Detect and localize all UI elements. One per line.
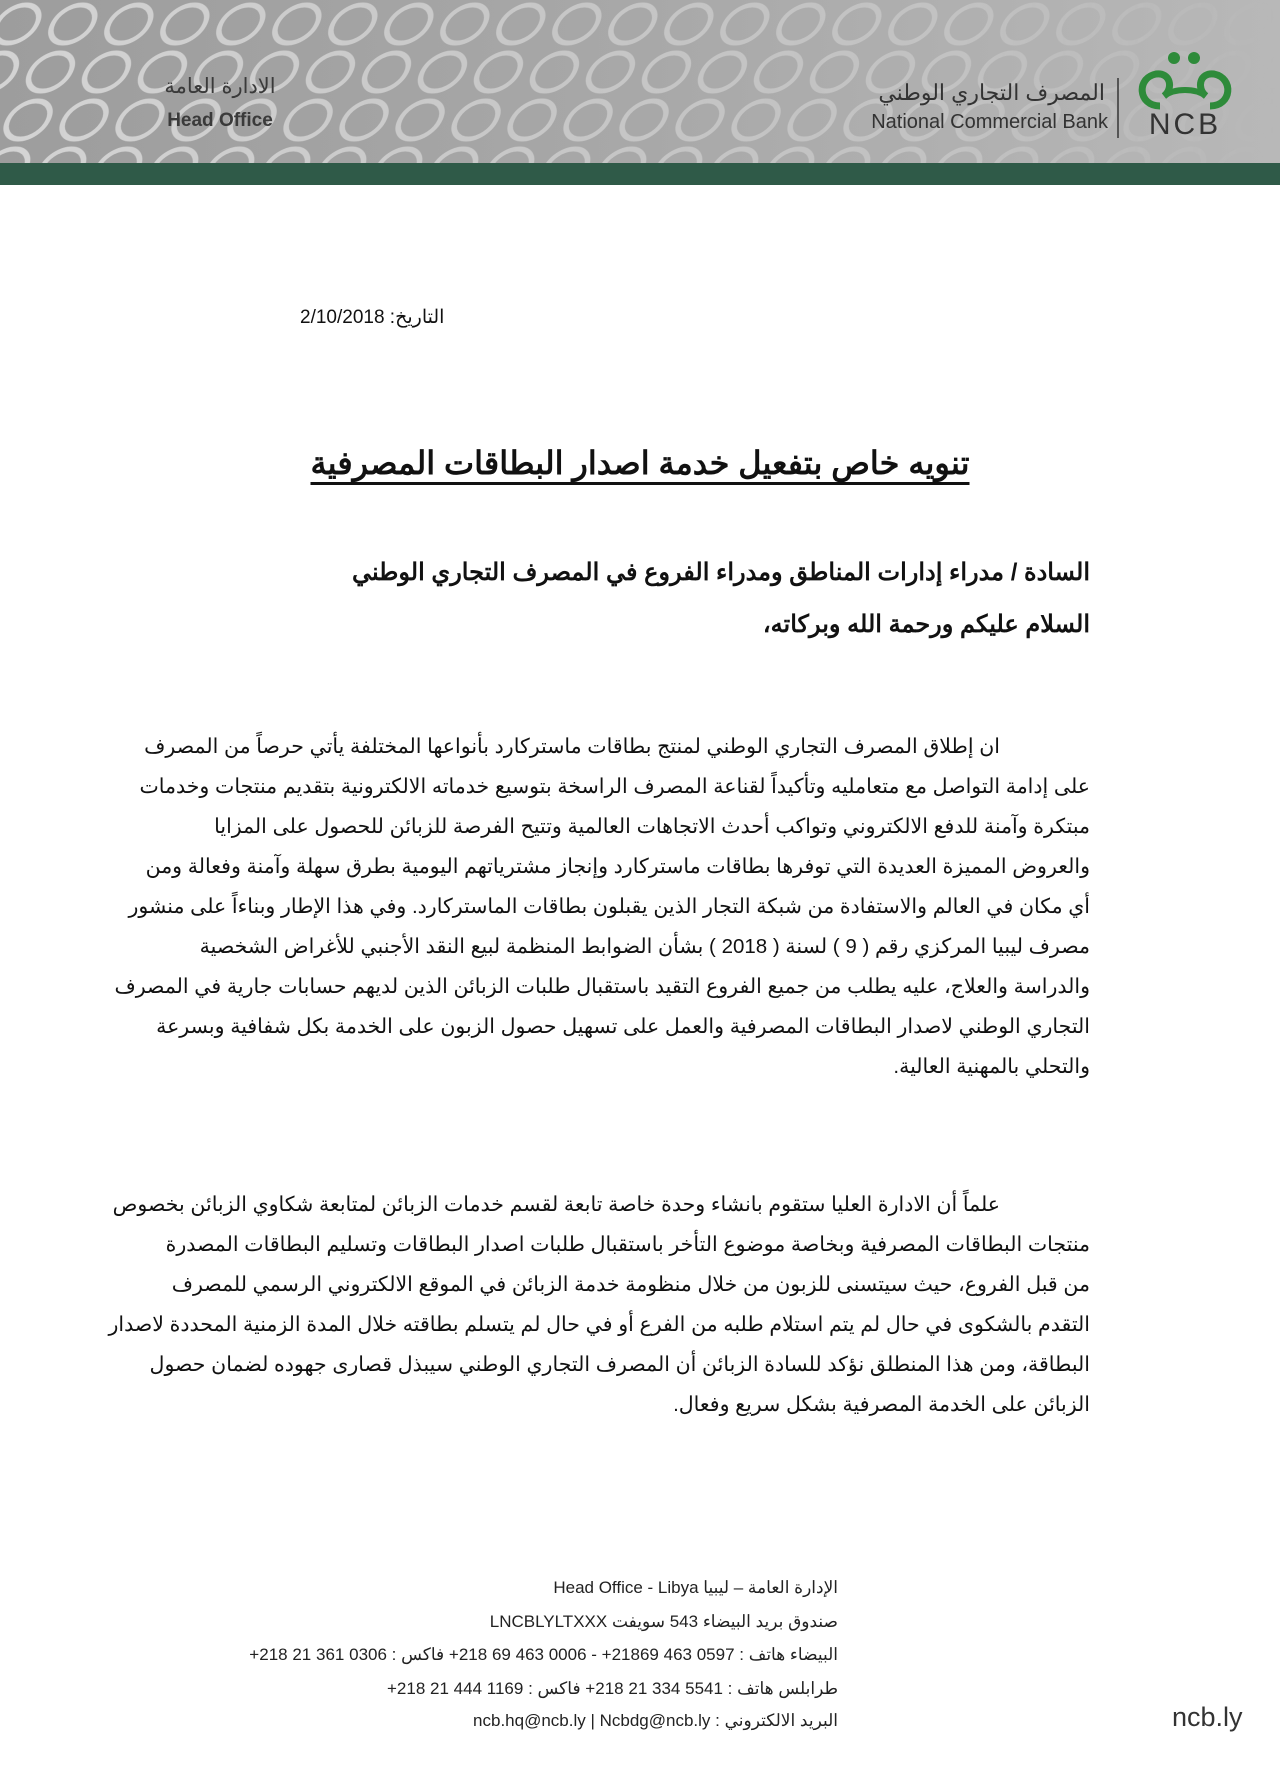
text-line: البطاقة، ومن هذا المنطلق نؤكد للسادة الزبائن أن المصرف التجاري الوطني سيبذل قصارى جهوده لضمان حصول	[149, 1353, 1090, 1376]
text-line: مبتكرة وآمنة للدفع الالكتروني وتواكب أحدث الاتجاهات العالمية وتتيح الفرصة للزبائن للحصول على المزايا	[214, 815, 1090, 838]
website-link[interactable]: ncb.ly	[1172, 1702, 1243, 1732]
text-line: مصرف ليبيا المركزي رقم ( 9 ) لسنة ( 2018 ) بشأن الضوابط المنظمة لبيع النقد الأجنبي للأغراض الشخصية	[199, 935, 1090, 958]
text-line: والتحلي بالمهنية العالية.	[893, 1055, 1090, 1078]
letterhead-band	[0, 163, 1280, 185]
text-line: على إدامة التواصل مع متعامليه وتأكيداً لقناعة المصرف الراسخة بتوسيع خدماته الالكترونية بتقديم منتجات وخدمات	[139, 775, 1090, 798]
head-office-english: Head Office	[167, 110, 273, 131]
letterhead	[0, 0, 1280, 185]
paragraph-2	[108, 1185, 1090, 1425]
addressee: السادة / مدراء إدارات المناطق ومدراء الفروع في المصرف التجاري الوطني	[352, 559, 1090, 586]
text-line: من قبل الفروع، حيث سيتسنى للزبون من خلال منظومة خدمة الزبائن في الموقع الالكتروني الرسمي للمصرف	[171, 1273, 1090, 1296]
head-office-arabic: الادارة العامة	[164, 75, 276, 98]
ncb-logo-text: NCB	[1148, 108, 1222, 141]
text-line: التجاري الوطني لاصدار البطاقات المصرفية والعمل على تسهيل حصول الزبون على الخدمة بكل شفافية وبسرعة	[156, 1015, 1090, 1038]
bank-name-arabic: المصرف التجاري الوطني	[878, 80, 1105, 105]
text-line: منتجات البطاقات المصرفية وبخاصة موضوع التأخر باستقبال طلبات اصدار البطاقات وتسليم البطاقات المصدرة	[165, 1233, 1090, 1256]
bank-name-english: National Commercial Bank	[871, 111, 1108, 133]
footer-emails: البريد الالكتروني : ncb.hq@ncb.ly | Ncbdg@ncb.ly	[473, 1711, 838, 1730]
letter-title: تنويه خاص بتفعيل خدمة اصدار البطاقات المصرفية	[310, 445, 970, 481]
ncb-logo-icon	[1130, 48, 1240, 110]
text-line: الزبائن على الخدمة المصرفية بشكل سريع وفعال.	[673, 1393, 1090, 1416]
paragraph-1	[114, 727, 1090, 1087]
footer-bayda-phones: البيضاء هاتف : 0597 463 21869+ - 0006 463 69 218+ فاكس : 0306 361 21 218+	[249, 1645, 838, 1664]
text-line: التقدم بالشكوى في حال لم يتم استلام طلبه من الفرع أو في حال لم يتسلم بطاقته خلال المدة الزمنية المحددة لاصدار	[108, 1313, 1090, 1336]
letter-date: التاريخ: 2/10/2018	[300, 307, 445, 328]
footer-tripoli-phones: طرابلس هاتف : 5541 334 21 218+ فاكس : 1169 444 21 218+	[386, 1679, 838, 1698]
text-line: والدراسة والعلاج، عليه يطلب من جميع الفروع التقيد باستقبال طلبات الزبائن الذين لديهم حسابات جارية في المصرف	[114, 975, 1090, 998]
text-line: ان إطلاق المصرف التجاري الوطني لمنتج بطاقات ماستركارد بأنواعها المختلفة يأتي حرصاً من المصرف	[144, 735, 1000, 758]
text-line: والعروض المميزة العديدة التي توفرها بطاقات ماستركارد وإنجاز مشترياتهم اليومية بطرق سهلة وآمنة وفعالة ومن	[145, 855, 1090, 878]
divider	[1117, 78, 1119, 138]
greeting: السلام عليكم ورحمة الله وبركاته،	[762, 611, 1090, 638]
text-line: أي مكان في العالم والاستفادة من شبكة التجار الذين يقبلون بطاقات الماستركارد. وفي هذا الإطار وبناءاً على منشور	[128, 895, 1090, 918]
footer-po-box-swift: صندوق بريد البيضاء 543 سويفت LNCBLYLTXXX	[489, 1612, 838, 1631]
text-line: علماً أن الادارة العليا ستقوم بانشاء وحدة خاصة تابعة لقسم خدمات الزبائن لمتابعة شكاوي الزبائن بخصوص	[112, 1193, 1000, 1216]
footer-head-office: الإدارة العامة – ليبيا Head Office - Libya	[553, 1578, 838, 1597]
